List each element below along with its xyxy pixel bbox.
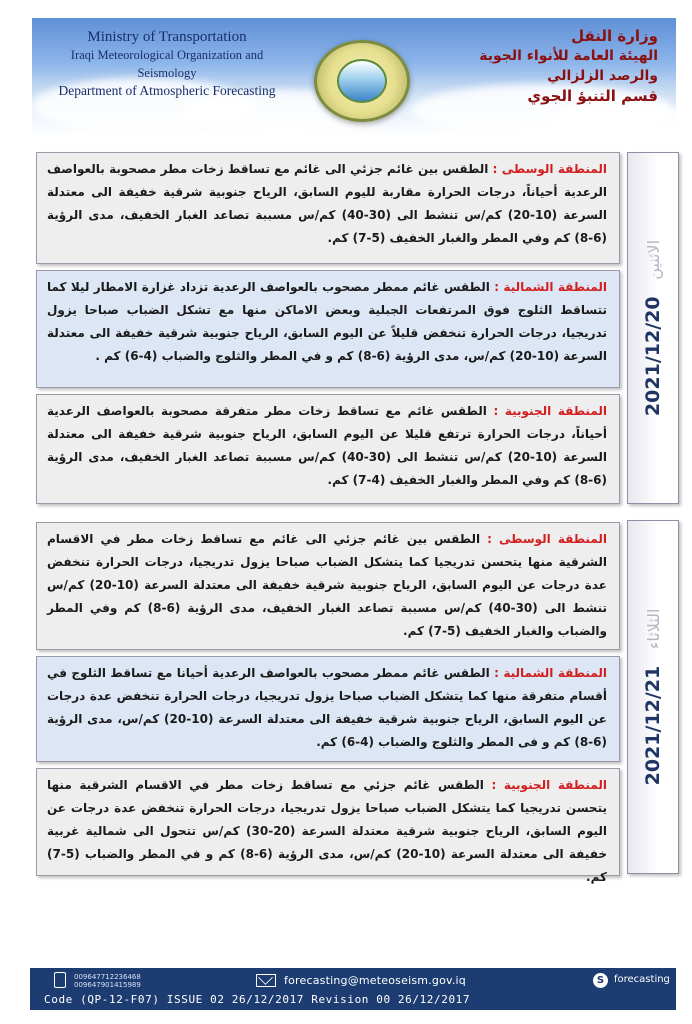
date-value: 2021/12/21	[642, 665, 664, 786]
region-title: المنطقة الوسطى :	[492, 162, 607, 176]
logo-emblem-icon	[337, 59, 387, 103]
organization-name-en: Iraqi Meteorological Organization and Seismology	[70, 48, 264, 80]
organization-logo	[314, 40, 410, 122]
region-title: المنطقة الجنوبية :	[493, 404, 607, 418]
region-title: المنطقة الوسطى :	[487, 532, 607, 546]
department-name-en: Department of Atmospheric Forecasting	[58, 83, 276, 98]
ministry-name-ar: وزارة النقل	[571, 27, 658, 45]
forecast-text: الطقس غائم ممطر مصحوب بالعواصف الرعدية أحيانا مع تساقط الثلوج في أقسام متفرقة منها كما يتشكل الضباب صباحا يزول تدريجيا، درجات الحرارة تنخفض عدة درجات عن اليوم السابق، الرياح جنوبية شرقية خفيفة الى معتدلة السرعة (10-20) كم/س، مدى الرؤية (6-8) كم و فى المطر والثلوج والضباب (4-6) كم.	[47, 666, 607, 749]
phone-numbers	[74, 973, 141, 989]
department-name-ar: قسم التنبؤ الجوي	[527, 87, 658, 105]
date-label	[642, 240, 664, 416]
forecast-south-day2	[36, 768, 620, 884]
region-title: المنطقة الشمالية :	[494, 666, 607, 680]
forecast-text: الطقس بين غائم جزئي الى غائم مع تساقط زخات مطر في الاقسام الشرقية منها يتحسن تدريجيا كما يتشكل الضباب صباحا يزول تدريجيا، درجات الحرارة تنخفض عدة درجات عن اليوم السابق، الرياح جنوبية شرقية خفيفة الى معتدلة السرعة (10-20) كم/س تنشط الى (30-40) كم/س مسببة تصاعد الغبار الخفيف، مدى الرؤية (6-8) كم وفي المطر والضباب والغبار الخفيف (5-7) كم.	[47, 532, 607, 638]
skype-icon: S	[593, 973, 608, 988]
forecast-central-day1	[36, 152, 620, 264]
date-tab-day1	[627, 152, 679, 504]
day-name: الاثنين	[644, 239, 663, 280]
forecast-south-day1	[36, 394, 620, 504]
footer-bar	[30, 968, 676, 1010]
forecast-text: الطقس بين غائم جزئي الى غائم مع تساقط زخات مطر مصحوبة بالعواصف الرعدية أحياناً، درجات الحرارة مقاربة لليوم السابق، الرياح جنوبية شرقية خفيفة الى معتدلة السرعة (10-20) كم/س تنشط الى (30-40) كم/س مسببة تصاعد الغبار الخفيف، مدى الرؤية (6-8) كم وفي المطر والغبار الخفيف (5-7) كم.	[47, 162, 608, 245]
forecast-north-day1	[36, 270, 620, 388]
contact-email[interactable]: forecasting@meteoseism.gov.iq	[284, 974, 466, 987]
ministry-name-en: Ministry of Transportation	[87, 29, 247, 45]
forecast-text: الطقس غائم جزئي مع تساقط زخات مطر في الاقسام الشرقية منها يتحسن تدريجيا كما يتشكل الضباب صباحا يزول تدريجيا، درجات الحرارة تنخفض عدة درجات عن اليوم السابق، الرياح جنوبية شرقية معتدلة السرعة (20-30) كم/س تتحول الى شمالية غربية خفيفة الى معتدلة السرعة (10-20) كم/س، مدى الرؤية (6-8) كم و في المطر والضباب (5-7) كم.	[47, 778, 607, 884]
phone-icon	[54, 972, 66, 988]
date-value: 2021/12/20	[642, 296, 664, 417]
organization-name-ar: الهيئة العامة للأنواء الجوية والرصد الزلزالي	[479, 48, 658, 84]
date-tab-day2	[627, 520, 679, 874]
region-title: المنطقة الشمالية :	[494, 280, 608, 294]
header-arabic-text	[438, 26, 658, 106]
forecast-text: الطقس غائم ممطر مصحوب بالعواصف الرعدية تزداد غزارة الامطار ليلا كما تتساقط الثلوج فوق المرتفعات الجبلية وبعض الاماكن منها مع تشكل الضباب صباحا يزول تدريجيا، درجات الحرارة تنخفض قليلاً عن اليوم السابق، الرياح جنوبية شرقية خفيفة الى معتدلة السرعة (10-20) كم/س، مدى الرؤية (6-8) كم و في المطر والثلوج والضباب (4-6) كم .	[47, 280, 607, 363]
mail-icon	[256, 974, 276, 987]
header-english-text	[42, 28, 292, 100]
forecast-north-day2	[36, 656, 620, 762]
day-name: الثلاثاء	[644, 608, 663, 650]
region-title: المنطقة الجنوبية :	[491, 778, 607, 792]
phone-number: 009647901415989	[74, 981, 141, 989]
date-label	[642, 609, 664, 786]
forecast-central-day2	[36, 522, 620, 650]
document-code: Code (QP-12-F07) ISSUE 02 26/12/2017 Revision 00 26/12/2017	[44, 993, 471, 1006]
forecast-text: الطقس غائم مع تساقط زخات مطر متفرقة مصحوبة بالعواصف الرعدية أحياناً، درجات الحرارة ترتفع قليلا عن اليوم السابق، الرياح جنوبية شرقية خفيفة الى معتدلة السرعة (10-20) كم/س تنشط الى (30-40) كم/س مسببة تصاعد الغبار الخفيف، مدى الرؤية (6-8) كم وفي المطر والغبار الخفيف (4-7) كم.	[47, 404, 608, 487]
header-banner	[32, 18, 676, 136]
phone-number: 009647712236468	[74, 973, 141, 981]
skype-handle[interactable]: forecasting	[614, 974, 670, 985]
